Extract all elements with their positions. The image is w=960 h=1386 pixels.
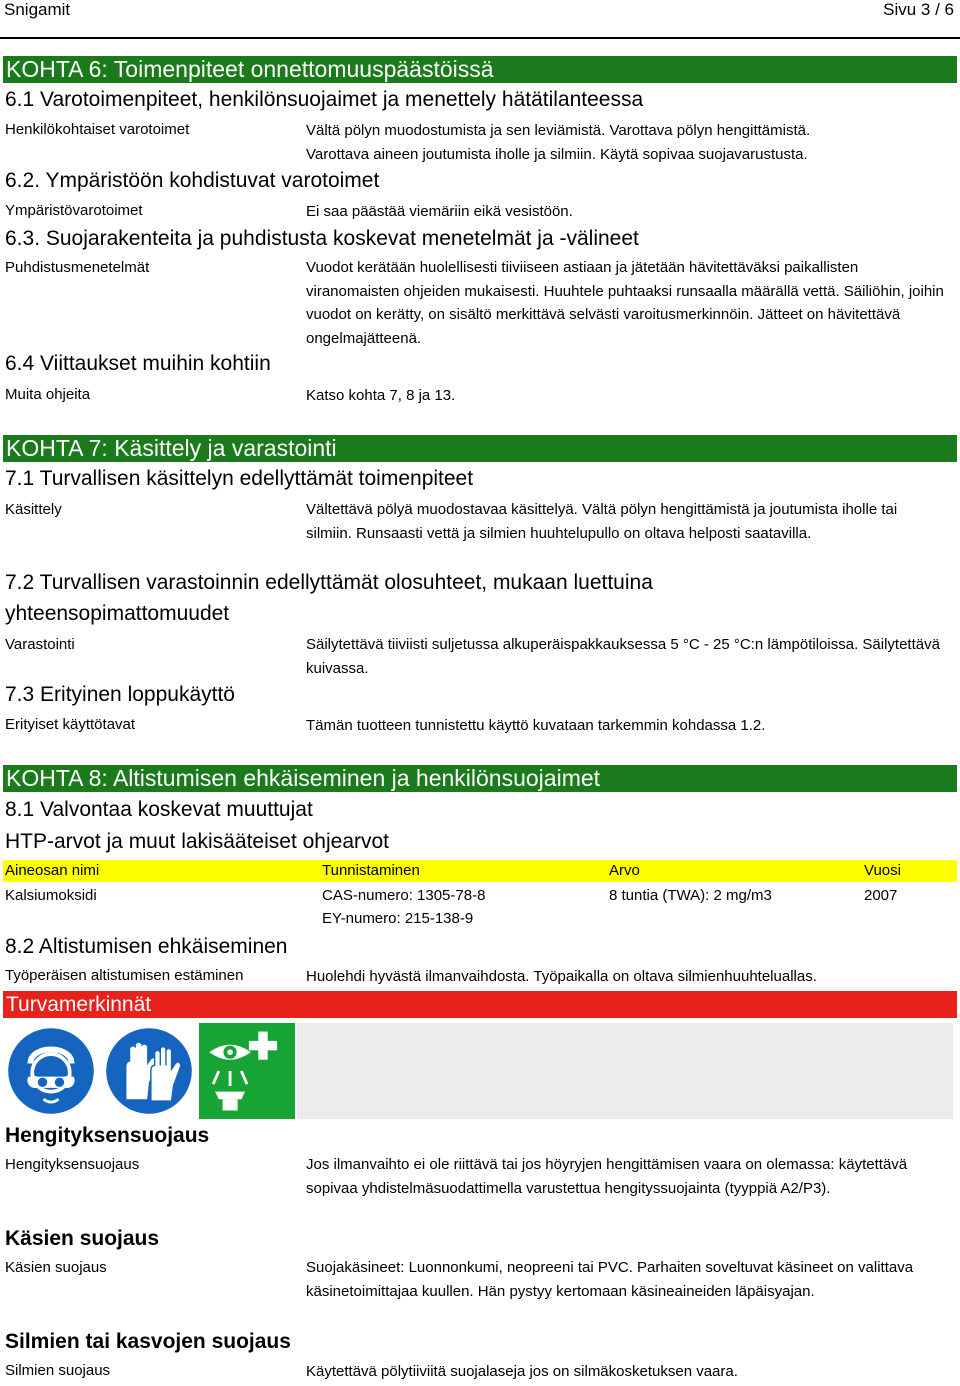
- environmental-precautions-value: Ei saa päästää viemäriin eikä vesistöön.: [306, 203, 573, 220]
- personal-precautions-line-2: Varottava aineen joutumista iholle ja silmiin. Käytä sopivaa suojavarustusta.: [306, 145, 808, 163]
- company-name: Snigamit: [4, 0, 71, 19]
- table-cell-ec: EY-numero: 215-138-9: [322, 910, 474, 927]
- respiratory-value: Jos ilmanvaihto ei ole riittävä tai jos höyryjen hengittämisen vaara on olemassa: käytettävä sopivaa yhdistelmäsuodattimella varustettua hengityssuojainta (tyyppiä A2/P3).: [306, 1156, 908, 1197]
- cleaning-methods-value: Vuodot kerätään huolellisesti tiiviiseen astiaan ja jätetään hävitettäväksi paikallisten viranomaisten ohjeiden mukaisesti. Huuhtele puhtaaksi runsaalla määrällä vettä. Säiliöhin, joihin vuodot on kerätty, on sisältö merkittävä selvästi varoitusmerkinnöin. Jätteet on hävitettävä ongelmajätteenä.: [306, 259, 944, 347]
- subsection-8-1-title: 8.1 Valvontaa koskevat muuttujat: [5, 798, 313, 821]
- header-divider: [0, 37, 960, 39]
- pictogram-row: [3, 1023, 953, 1119]
- eye-protection-heading: Silmien tai kasvojen suojaus: [5, 1330, 291, 1353]
- gloves-mandatory-icon: [101, 1023, 197, 1119]
- page-number: Sivu 3 / 6: [883, 0, 954, 19]
- specific-uses-label: Erityiset käyttötavat: [5, 716, 136, 733]
- oel-table-title: HTP-arvot ja muut lakisääteiset ohjearvot: [5, 830, 389, 853]
- oel-table-header: [3, 860, 957, 882]
- subsection-6-4-title: 6.4 Viittaukset muihin kohtiin: [5, 352, 271, 375]
- eye-protection-value: Käytettävä pölytiiviitä suojalaseja jos on silmäkosketuksen vaara.: [306, 1363, 738, 1380]
- subsection-7-3-title: 7.3 Erityinen loppukäyttö: [5, 683, 235, 706]
- col-header-identification: Tunnistaminen: [322, 862, 420, 879]
- environmental-precautions-label: Ympäristövarotoimet: [5, 202, 143, 219]
- safety-signs-title: Turvamerkinnät: [3, 991, 957, 1018]
- col-header-year: Vuosi: [864, 862, 901, 879]
- section-8-title: KOHTA 8: Altistumisen ehkäiseminen ja henkilönsuojaimet: [3, 765, 957, 792]
- subsection-7-1-title: 7.1 Turvallisen käsittelyn edellyttämät toimenpiteet: [5, 467, 474, 490]
- table-cell-value: 8 tuntia (TWA): 2 mg/m3: [609, 887, 772, 904]
- exposure-control-value: Huolehdi hyvästä ilmanvaihdosta. Työpaikalla on oltava silmienhuuhteluallas.: [306, 968, 817, 985]
- cleaning-methods-label: Puhdistusmenetelmät: [5, 259, 150, 276]
- exposure-control-label: Työperäisen altistumisen estäminen: [5, 967, 244, 984]
- table-cell-year: 2007: [864, 887, 898, 904]
- personal-precautions-value: [306, 119, 946, 166]
- hand-protection-label: Käsien suojaus: [5, 1259, 107, 1276]
- other-instructions-label: Muita ohjeita: [5, 386, 91, 403]
- col-header-name: Aineosan nimi: [5, 862, 100, 879]
- hand-protection-heading: Käsien suojaus: [5, 1227, 160, 1250]
- handling-label: Käsittely: [5, 501, 62, 518]
- personal-precautions-line-1: Vältä pölyn muodostumista ja sen leviämistä. Varottava pölyn hengittämistä.: [306, 122, 811, 139]
- storage-label: Varastointi: [5, 636, 75, 653]
- eyewash-station-icon: [199, 1023, 295, 1119]
- subsection-7-2-title-line-1: 7.2 Turvallisen varastoinnin edellyttämät olosuhteet, mukaan luettuina: [5, 571, 653, 594]
- respiratory-label: Hengityksensuojaus: [5, 1156, 140, 1173]
- specific-uses-value: Tämän tuotteen tunnistettu käyttö kuvataan tarkemmin kohdassa 1.2.: [306, 717, 766, 734]
- subsection-6-3-title: 6.3. Suojarakenteita ja puhdistusta koskevat menetelmät ja -välineet: [5, 227, 639, 250]
- section-6-title: KOHTA 6: Toimenpiteet onnettomuuspäästöissä: [3, 56, 957, 83]
- subsection-6-2-title: 6.2. Ympäristöön kohdistuvat varotoimet: [5, 169, 380, 192]
- subsection-6-1-title: 6.1 Varotoimenpiteet, henkilönsuojaimet ja menettely hätätilanteessa: [5, 88, 644, 111]
- goggles-mandatory-icon: [3, 1023, 99, 1119]
- subsection-8-2-title: 8.2 Altistumisen ehkäiseminen: [5, 935, 288, 958]
- eye-protection-label: Silmien suojaus: [5, 1362, 111, 1379]
- handling-value: Vältettävä pölyä muodostavaa käsittelyä. Vältä pölyn hengittämistä ja joutumista iholle tai silmiin. Runsaasti vettä ja silmien huuhtelupullo on oltava helposti saatavilla.: [306, 501, 898, 542]
- storage-value: Säilytettävä tiiviisti suljetussa alkuperäispakkauksessa 5 °C - 25 °C:n lämpötiloissa. Säilytettävä kuivassa.: [306, 636, 940, 677]
- other-instructions-value: Katso kohta 7, 8 ja 13.: [306, 387, 456, 404]
- subsection-7-2-title-line-2: yhteensopimattomuudet: [5, 602, 230, 625]
- col-header-value: Arvo: [609, 862, 640, 879]
- pictogram-empty-area: [297, 1023, 953, 1119]
- respiratory-heading: Hengityksensuojaus: [5, 1124, 210, 1147]
- table-cell-name: Kalsiumoksidi: [5, 887, 97, 904]
- hand-protection-value: Suojakäsineet: Luonnonkumi, neopreeni tai PVC. Parhaiten soveltuvat käsineet on valittava käsinetoimittajaa kuullen. Hän pystyy kertomaan käsineaineiden läpäisyajan.: [306, 1259, 914, 1300]
- table-cell-cas: CAS-numero: 1305-78-8: [322, 887, 486, 904]
- personal-precautions-label: Henkilökohtaiset varotoimet: [5, 121, 190, 138]
- section-7-title: KOHTA 7: Käsittely ja varastointi: [3, 435, 957, 462]
